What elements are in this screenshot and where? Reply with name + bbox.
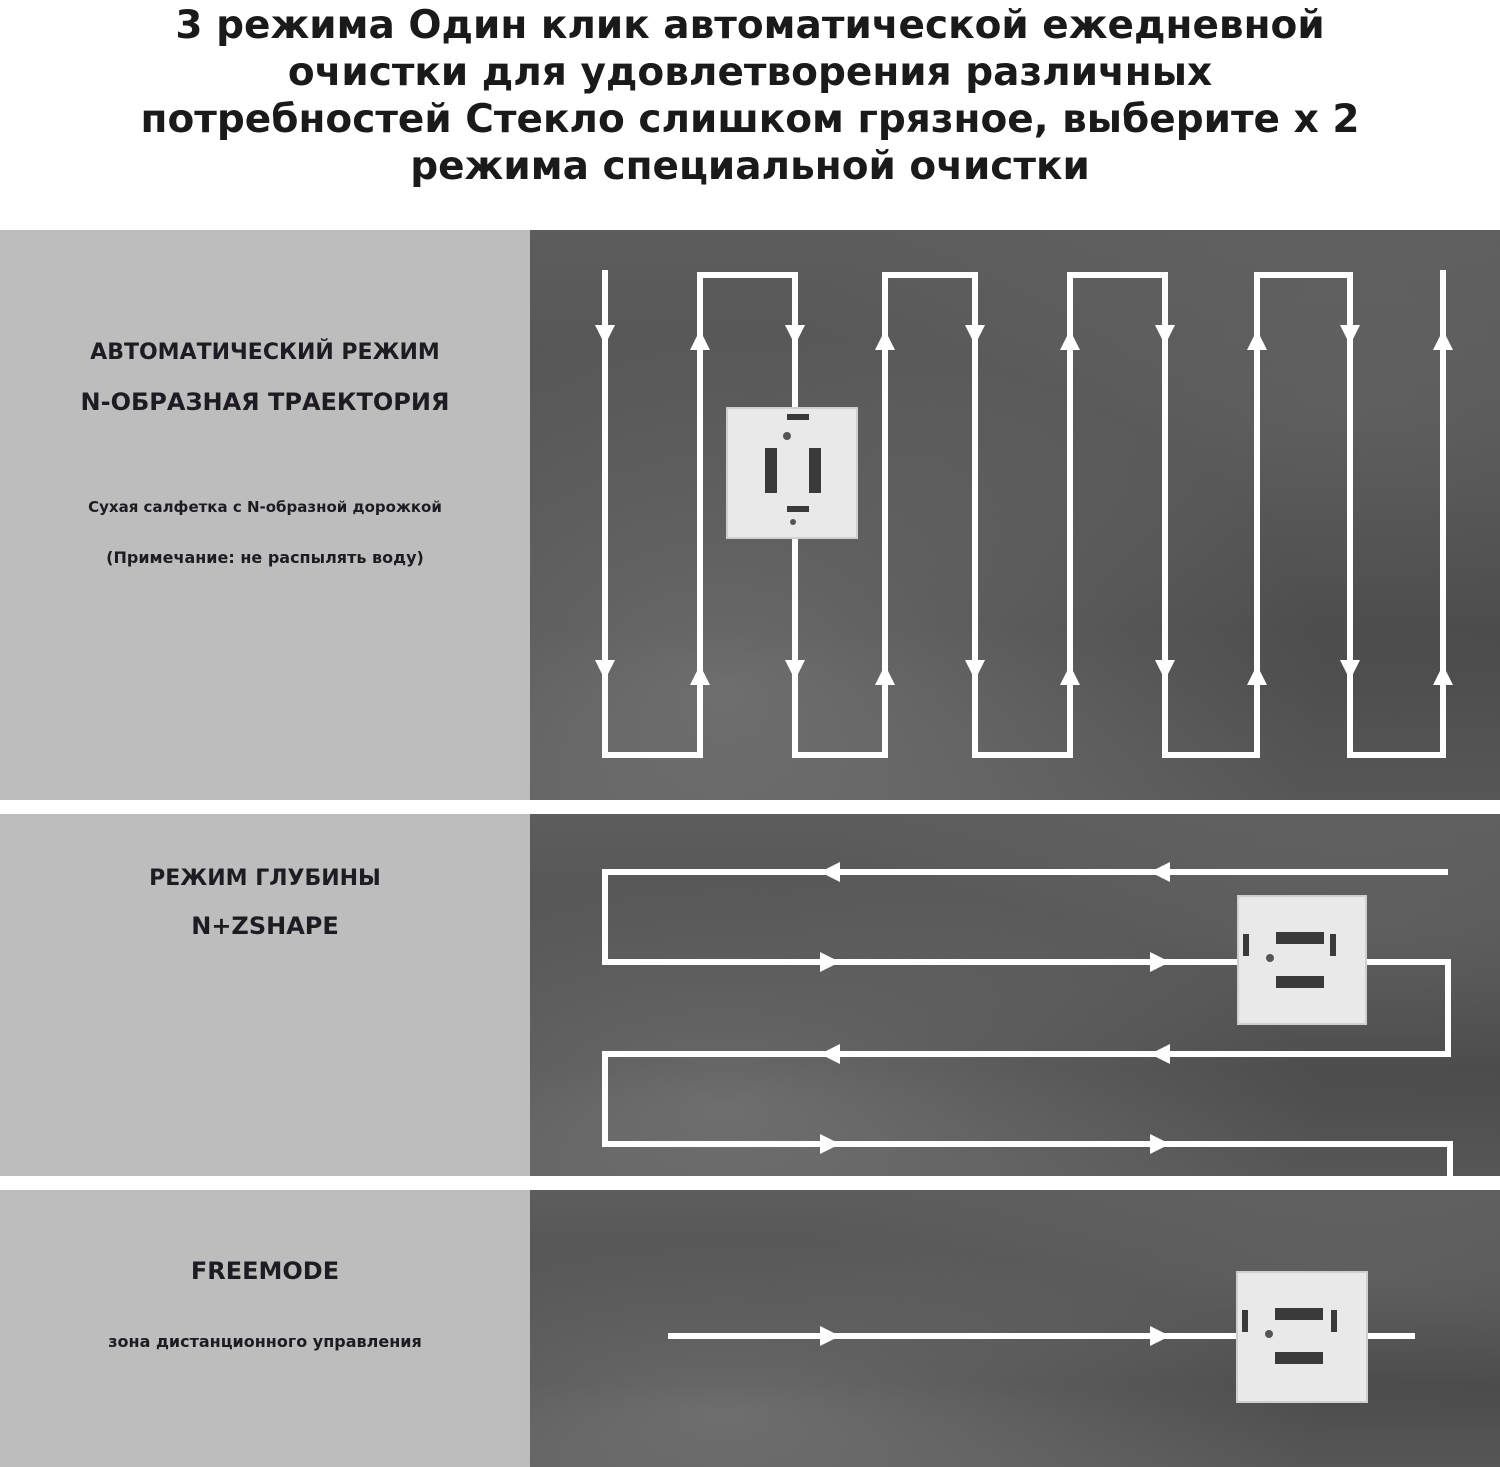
arrow-left-icon <box>1150 862 1170 882</box>
arrow-up-icon <box>1060 665 1080 685</box>
title-line: режима специальной очистки <box>410 144 1090 189</box>
title-line: 3 режима Один клик автоматической ежедневной <box>175 3 1325 48</box>
depth-mode-subheading: N+ZSHAPE <box>191 912 339 940</box>
arrow-up-icon <box>690 330 710 350</box>
arrow-up-icon <box>1247 665 1267 685</box>
arrow-up-icon <box>1433 665 1453 685</box>
arrow-down-icon <box>1340 660 1360 680</box>
arrow-down-icon <box>785 660 805 680</box>
free-mode-heading: FREEMODE <box>190 1257 340 1285</box>
depth-mode-illustration <box>530 814 1500 1176</box>
n-shape-path-diagram <box>530 230 1500 800</box>
arrow-down-icon <box>965 660 985 680</box>
arrow-down-icon <box>1340 325 1360 345</box>
auto-mode-heading: АВТОМАТИЧЕСКИЙ РЕЖИМ <box>90 340 440 365</box>
auto-mode-illustration <box>530 230 1500 800</box>
auto-mode-panel <box>0 230 530 800</box>
arrow-up-icon <box>1060 330 1080 350</box>
arrow-down-icon <box>1155 325 1175 345</box>
arrow-down-icon <box>785 325 805 345</box>
auto-mode-note: (Примечание: не распылять воду) <box>106 548 424 567</box>
arrow-up-icon <box>875 330 895 350</box>
depth-mode-panel <box>0 814 530 1176</box>
depth-mode-heading: РЕЖИМ ГЛУБИНЫ <box>149 866 381 891</box>
z-shape-path-diagram <box>530 814 1500 1176</box>
window-robot-icon <box>727 408 857 538</box>
arrow-right-icon <box>1150 952 1170 972</box>
free-mode-description: зона дистанционного управления <box>108 1332 422 1351</box>
auto-mode-section <box>0 230 1500 800</box>
depth-mode-section <box>0 814 1500 1176</box>
title-line: очистки для удовлетворения различных <box>287 50 1213 95</box>
arrow-up-icon <box>690 665 710 685</box>
arrow-left-icon <box>1150 1044 1170 1064</box>
auto-mode-subheading: N-ОБРАЗНАЯ ТРАЕКТОРИЯ <box>80 388 450 416</box>
free-mode-panel <box>0 1190 530 1467</box>
arrow-down-icon <box>595 660 615 680</box>
free-mode-section <box>0 1190 1500 1467</box>
arrow-left-icon <box>820 1044 840 1064</box>
arrow-down-icon <box>1155 660 1175 680</box>
free-mode-illustration <box>530 1190 1500 1467</box>
arrow-down-icon <box>965 325 985 345</box>
arrow-down-icon <box>595 325 615 345</box>
arrow-right-icon <box>1150 1326 1170 1346</box>
arrow-left-icon <box>820 862 840 882</box>
title-line: потребностей Стекло слишком грязное, выберите x 2 <box>140 97 1360 142</box>
arrow-up-icon <box>1247 330 1267 350</box>
arrow-right-icon <box>1150 1134 1170 1154</box>
auto-mode-description: Сухая салфетка с N-образной дорожкой <box>88 498 442 516</box>
free-path-diagram <box>530 1190 1500 1467</box>
arrow-up-icon <box>875 665 895 685</box>
arrow-right-icon <box>820 1134 840 1154</box>
window-robot-icon <box>1237 1272 1367 1402</box>
arrow-up-icon <box>1433 330 1453 350</box>
arrow-right-icon <box>820 1326 840 1346</box>
arrow-right-icon <box>820 952 840 972</box>
page-title <box>0 2 1500 190</box>
window-robot-icon <box>1238 896 1366 1024</box>
